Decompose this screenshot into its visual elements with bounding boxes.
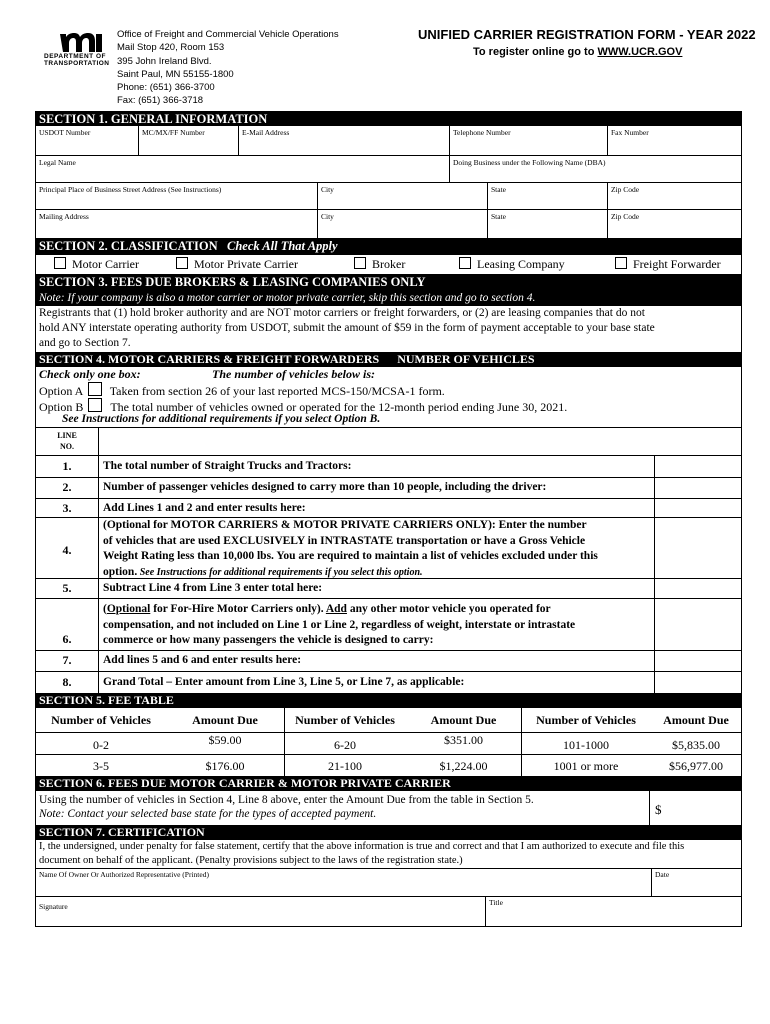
section3-body-line: Registrants that (1) hold broker authority and are NOT motor carriers or freight forwarders, or (2) are leasing companies that do not [39, 307, 645, 319]
section4-title: SECTION 4. MOTOR CARRIERS & FREIGHT FORWARDERS [39, 352, 380, 366]
section2-instruction: Check All That Apply [227, 239, 338, 253]
fee-cell: $1,224.00 [439, 759, 488, 773]
section3-header: SECTION 3. FEES DUE BROKERS & LEASING COMPANIES ONLY [36, 274, 741, 291]
freight-forwarder-label: Freight Forwarder [633, 257, 721, 271]
form-subtitle [473, 46, 682, 58]
fee-cell: 0-2 [93, 738, 109, 752]
fee-header: Amount Due [430, 713, 497, 727]
office-line: Office of Freight and Commercial Vehicle Operations [117, 29, 339, 40]
line-4-instructions: See Instructions for additional requirements if you select this option. [137, 566, 423, 578]
motor-carrier-label: Motor Carrier [72, 257, 139, 271]
section3-body-line: and go to Section 7. [39, 337, 131, 349]
section7-header: SECTION 7. CERTIFICATION [36, 825, 741, 840]
telephone-field[interactable]: Telephone Number [450, 126, 608, 156]
freight-forwarder-checkbox[interactable] [615, 257, 627, 269]
option-a-checkbox[interactable] [88, 382, 102, 396]
mailing-city-field[interactable]: City [318, 210, 488, 238]
classification-leasing-company[interactable] [459, 257, 565, 272]
ucr-website-link[interactable]: WWW.UCR.GOV [597, 46, 683, 58]
option-b-checkbox[interactable] [88, 398, 102, 412]
office-line: Phone: (651) 366-3700 [117, 82, 215, 94]
fee-table-rule [36, 754, 741, 755]
line-6-optional: Optional [106, 603, 151, 615]
line-header-2: NO. [60, 442, 74, 451]
office-line: Fax: (651) 366-3718 [117, 95, 204, 107]
section1-header: SECTION 1. GENERAL INFORMATION [36, 112, 741, 126]
table-rule [36, 671, 741, 672]
section4-header [36, 352, 741, 367]
line-number: 3. [62, 501, 72, 515]
line-1-text: The total number of Straight Trucks and Tractors: [103, 460, 352, 472]
line-number: 2. [62, 480, 72, 494]
line-6-end: any other motor vehicle you operated for [346, 603, 551, 615]
certification-text-line: I, the undersigned, under penalty for false statement, certify that the above information is true and correct and that I am authorized to execute and file this [39, 841, 685, 852]
vehicles-below-label: The number of vehicles below is: [212, 367, 375, 381]
fee-cell: 21-100 [328, 759, 362, 773]
fax-field[interactable]: Fax Number [608, 126, 741, 156]
zip-code-field[interactable]: Zip Code [608, 183, 741, 210]
fee-table-rule [36, 732, 741, 733]
fee-cell: $59.00 [208, 733, 242, 747]
option-b-instructions: See Instructions for additional requirements if you select Option B. [62, 413, 381, 425]
fee-cell: $56,977.00 [669, 759, 723, 773]
line-number: 6. [62, 632, 72, 646]
office-line: Saint Paul, MN 55155-1800 [117, 68, 234, 80]
line-header-1: LINE [57, 431, 77, 440]
fee-cell: $351.00 [444, 733, 483, 747]
line-no-divider [98, 427, 99, 694]
logo-text-top: DEPARTMENT OF [44, 53, 106, 60]
fee-header: Number of Vehicles [295, 713, 395, 727]
option-a-row[interactable] [39, 382, 445, 399]
fee-header: Number of Vehicles [51, 713, 151, 727]
leasing-company-checkbox[interactable] [459, 257, 471, 269]
line-number: 7. [62, 653, 72, 667]
option-b-text: The total number of vehicles owned or operated for the 12-month period ending June 30, 2021. [110, 400, 568, 414]
section4-title-right: NUMBER OF VEHICLES [397, 352, 535, 366]
line-number: 8. [62, 675, 72, 689]
logo-text-bottom: TRANSPORTATION [44, 60, 110, 67]
line-4-text [103, 518, 598, 580]
option-a-label: Option A [39, 384, 83, 398]
email-field[interactable]: E-Mail Address [239, 126, 450, 156]
fee-cell: $176.00 [205, 759, 245, 773]
line-6-text-line: commerce or how many passengers the vehicle is designed to carry: [103, 634, 434, 646]
line-3-text: Add Lines 1 and 2 and enter results here: [103, 502, 306, 514]
fee-cell: 101-1000 [563, 738, 609, 752]
option-b-label: Option B [39, 400, 84, 414]
line-6-text-line: compensation, and not included on Line 1 or Line 2, regardless of weight, interstate or intrastate [103, 618, 576, 631]
motor-private-carrier-checkbox[interactable] [176, 257, 188, 269]
representative-name-field[interactable]: Name Of Owner Or Authorized Representative (Printed) [36, 868, 652, 896]
mailing-zip-field[interactable]: Zip Code [611, 212, 640, 221]
table-rule [36, 455, 741, 456]
date-field[interactable]: Date [655, 870, 670, 879]
line-4-text-line: Weight Rating less than 10,000 lbs. You are required to maintain a list of vehicles excluded under this [103, 550, 598, 562]
leasing-company-label: Leasing Company [477, 257, 565, 271]
classification-broker[interactable] [354, 257, 405, 272]
city-field[interactable]: City [318, 183, 488, 210]
amount-due-field[interactable]: $ [655, 802, 662, 817]
mc-number-field[interactable]: MC/MX/FF Number [139, 126, 239, 156]
line-4-option: option. [103, 565, 138, 578]
line-6-add: Add [325, 603, 347, 615]
form-title: UNIFIED CARRIER REGISTRATION FORM - YEAR 2022 [418, 27, 756, 42]
line-6-text: (Optional for For-Hire Motor Carriers only). Add any other motor vehicle you operated for compensation, and not included on Line 1 or Line 2, regardless of weight, interstate or intrastate commerce or how many passengers the vehicle is designed to carry: [103, 602, 575, 649]
classification-motor-private-carrier[interactable] [176, 257, 298, 272]
fee-cell: 6-20 [334, 738, 356, 752]
dba-field[interactable]: Doing Business under the Following Name (DBA) [450, 156, 741, 183]
line-number: 4. [62, 543, 72, 557]
broker-checkbox[interactable] [354, 257, 366, 269]
classification-motor-carrier[interactable] [54, 257, 139, 272]
broker-label: Broker [372, 257, 406, 271]
section2-title: SECTION 2. CLASSIFICATION [39, 239, 218, 253]
entry-column-divider [654, 455, 655, 694]
section5-header: SECTION 5. FEE TABLE [36, 693, 741, 708]
office-line: Mail Stop 420, Room 153 [117, 42, 225, 54]
fee-cell: $5,835.00 [672, 738, 720, 752]
fee-cell: 3-5 [93, 759, 109, 773]
table-rule [36, 650, 741, 651]
line-2-text: Number of passenger vehicles designed to carry more than 10 people, including the driver: [103, 481, 547, 493]
line-4-text-line: of vehicles that are used EXCLUSIVELY in INTRASTATE transportation or have a Gross Vehicle [103, 534, 586, 547]
certification-text-line: document on behalf of the applicant. (Penalty provisions subject to the laws of the registration state.) [39, 855, 463, 866]
option-a-text: Taken from section 26 of your last reported MCS-150/MCSA-1 form. [109, 384, 445, 398]
motor-carrier-checkbox[interactable] [54, 257, 66, 269]
line-no-header [36, 430, 98, 452]
section2-header [36, 238, 741, 255]
line-number: 5. [62, 581, 72, 595]
mailing-state-field[interactable]: State [488, 210, 608, 238]
principal-address-field[interactable]: Principal Place of Business Street Address (See Instructions) [36, 183, 318, 210]
table-rule [36, 427, 741, 428]
line-6-rest: for For-Hire Motor Carriers only). [150, 603, 326, 615]
line-5-text: Subtract Line 4 from Line 3 enter total here: [103, 582, 323, 594]
line-number: 1. [62, 459, 72, 473]
mailing-address-field[interactable]: Mailing Address [36, 210, 318, 238]
usdot-number-field[interactable]: USDOT Number [36, 126, 139, 156]
section6-header: SECTION 6. FEES DUE MOTOR CARRIER & MOTOR PRIVATE CARRIER [36, 776, 741, 791]
amount-due-divider [649, 791, 650, 825]
fee-header: Number of Vehicles [536, 713, 636, 727]
table-rule [36, 498, 741, 499]
section3-body-line: hold ANY interstate operating authority from USDOT, submit the amount of $59 in the form of payment acceptable to your base state [39, 322, 655, 334]
table-rule [36, 578, 741, 579]
section6-note: Note: Contact your selected base state for the types of accepted payment. [39, 808, 377, 820]
title-field[interactable]: Title [489, 898, 503, 907]
classification-freight-forwarder[interactable] [615, 257, 721, 272]
table-rule [36, 477, 741, 478]
section3-note: Note: If your company is also a motor carrier or motor private carrier, skip this section and go to section 4. [36, 291, 741, 306]
office-line: 395 John Ireland Blvd. [117, 55, 212, 67]
line-4-text-line: (Optional for MOTOR CARRIERS & MOTOR PRIVATE CARRIERS ONLY): Enter the number [103, 519, 587, 531]
legal-name-field[interactable]: Legal Name [36, 156, 450, 183]
check-one-box-label: Check only one box: [39, 367, 141, 381]
office-address-block [117, 28, 339, 108]
section6-body: Using the number of vehicles in Section 4, Line 8 above, enter the Amount Due from the table in Section 5. [39, 794, 534, 806]
fee-header: Amount Due [663, 713, 729, 727]
motor-private-carrier-label: Motor Private Carrier [194, 257, 298, 271]
fee-header: Amount Due [192, 713, 258, 727]
line-8-text: Grand Total – Enter amount from Line 3, Line 5, or Line 7, as applicable: [103, 676, 465, 688]
fee-cell: 1001 or more [553, 759, 619, 773]
table-rule [36, 598, 741, 599]
state-field[interactable]: State [488, 183, 608, 210]
line-7-text: Add lines 5 and 6 and enter results here: [103, 654, 302, 666]
signature-field[interactable]: Signature [36, 896, 486, 926]
subtitle-prefix: To register online go to [473, 46, 598, 58]
